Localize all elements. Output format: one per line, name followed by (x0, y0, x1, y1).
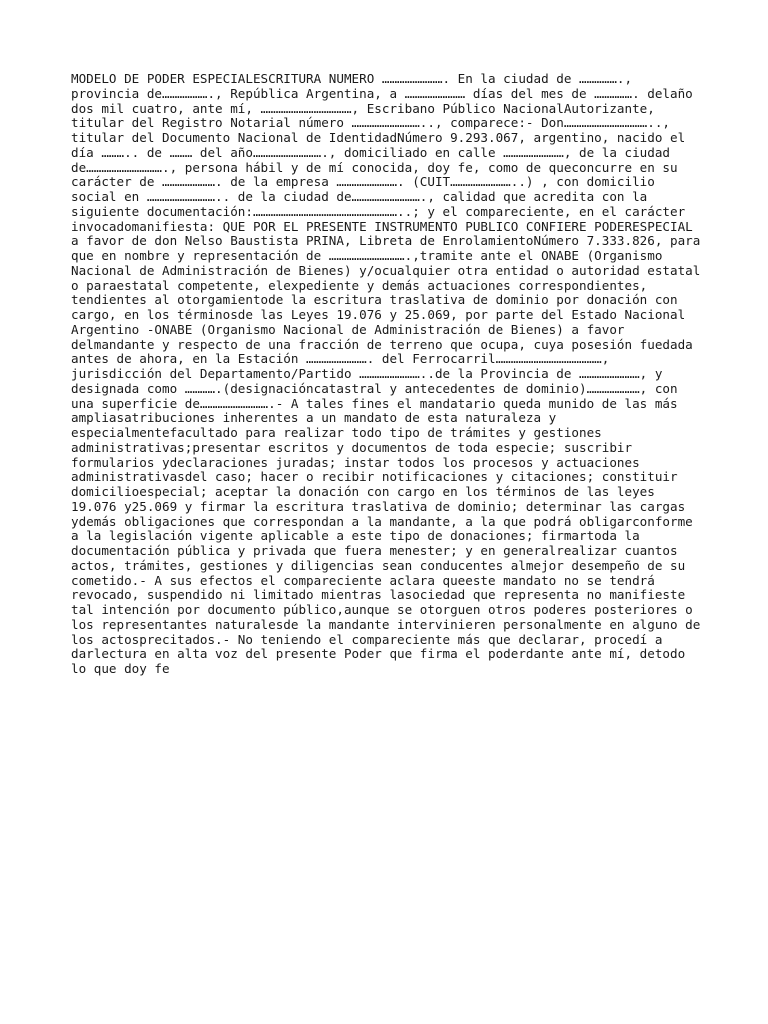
document-line: de…………………………., persona hábil y de mí conocida, doy fe, como de queconcurre en su (71, 159, 678, 175)
document-line: a favor de don Nelso Baustista PRINA, Libreta de EnrolamientoNúmero 7.333.826, para (71, 233, 701, 249)
document-line: actos, trámites, gestiones y diligencias sean conducentes almejor desempeño de su (71, 557, 686, 573)
document-line: especialmentefacultado para realizar todo tipo de trámites y gestiones (71, 425, 602, 440)
document-line: MODELO DE PODER ESPECIALESCRITURA NUMERO ……………………. En la ciudad de ……………., (71, 71, 633, 86)
document-line: titular del Registro Notarial número ……………………….., comparece:- Don…………………………….., (71, 115, 670, 131)
document-line: administrativasdel caso; hacer o recibir notificaciones y citaciones; constituir (71, 469, 678, 485)
document-line: titular del Documento Nacional de IdentidadNúmero 9.293.067, argentino, nacido el (71, 130, 686, 145)
document-line: dos mil cuatro, ante mí, ………………………………, Escribano Público NacionalAutorizante, (71, 100, 655, 116)
document-line: cometido.- A sus efectos el compareciente aclara queeste mandato no se tendrá (71, 572, 655, 588)
document-line: documentación pública y privada que fuera menester; y en generalrealizar cuantos (71, 543, 678, 558)
document-line: ampliasatribuciones inherentes a un mandato de esta naturaleza y (71, 410, 557, 426)
document-line: tal intención por documento público,aunque se otorguen otros poderes posteriores o (71, 602, 693, 617)
document-line: una superficie de……………………….- A tales fines el mandatario queda munido de las más (71, 395, 678, 411)
document-line: o paraestatal competente, elexpediente y demás actuaciones correspondientes, (71, 277, 648, 293)
document-line: que en nombre y representación de ………………………….,tramite ante el ONABE (Organismo (71, 248, 663, 263)
document-line: revocado, suspendido ni limitado mientras lasociedad que representa no manifieste (71, 587, 686, 603)
document-line: formularios ydeclaraciones juradas; instar todos los procesos y actuaciones (71, 454, 640, 470)
document-body (71, 72, 701, 677)
document-line: jurisdicción del Departamento/Partido ……………………..de la Provincia de ……………………, y (71, 366, 663, 381)
document-line: Nacional de Administración de Bienes) y/ocualquier otra entidad o autoridad estatal (71, 262, 701, 278)
document-line: darlectura en alta voz del presente Poder que firma el poderdante ante mí, detodo (71, 646, 686, 662)
document-line: carácter de …………………. de la empresa ……………………. (CUIT……………………..) , con domicilio (71, 174, 655, 190)
document-line: designada como ………….(designacióncatastral y antecedentes de dominio)…………………, con (71, 380, 678, 396)
document-line: antes de ahora, en la Estación ……………………. del Ferrocarril……………………………………, (71, 351, 610, 367)
document-line: los actosprecitados.- No teniendo el compareciente más que declarar, procedí a (71, 631, 663, 647)
document-line: cargo, en los términosde las Leyes 19.076 y 25.069, por parte del Estado Nacional (71, 307, 686, 322)
document-line: tendientes al otorgamientode la escritura traslativa de dominio por donación con (71, 292, 678, 308)
document-line: día ……….. de ……… del año………………………., domiciliado en calle ……………………, de la ciudad (71, 144, 670, 160)
document-line: provincia de………………., República Argentina, a …………………… días del mes de ……………. delaño (71, 85, 693, 101)
document-line: administrativas;presentar escritos y documentos de toda especie; suscribir (71, 439, 633, 455)
document-line: Argentino -ONABE (Organismo Nacional de Administración de Bienes) a favor (71, 321, 625, 337)
document-line: ydemás obligaciones que correspondan a la mandante, a la que podrá obligarconforme (71, 513, 693, 529)
document-line: lo que doy fe (71, 661, 170, 676)
document-line: delmandante y respecto de una fracción de terreno que ocupa, cuya posesión fuedada (71, 336, 693, 352)
document-line: a la legislación vigente aplicable a este tipo de donaciones; firmartoda la (71, 528, 640, 544)
document-line: invocadomanifiesta: QUE POR EL PRESENTE INSTRUMENTO PUBLICO CONFIERE PODERESPECIAL (71, 218, 693, 234)
document-line: los representantes naturalesde la mandante intervinieren personalmente en alguno de (71, 616, 701, 632)
document-line: domicilioespecial; aceptar la donación con cargo en los términos de las leyes (71, 484, 655, 499)
document-line: social en ……………………….. de la ciudad de………………………., calidad que acredita con la (71, 189, 648, 204)
document-line: 19.076 y25.069 y firmar la escritura traslativa de dominio; determinar las cargas (71, 498, 686, 514)
document-line: siguiente documentación:…………………………………………………..; y el compareciente, en el carácter (71, 203, 686, 219)
